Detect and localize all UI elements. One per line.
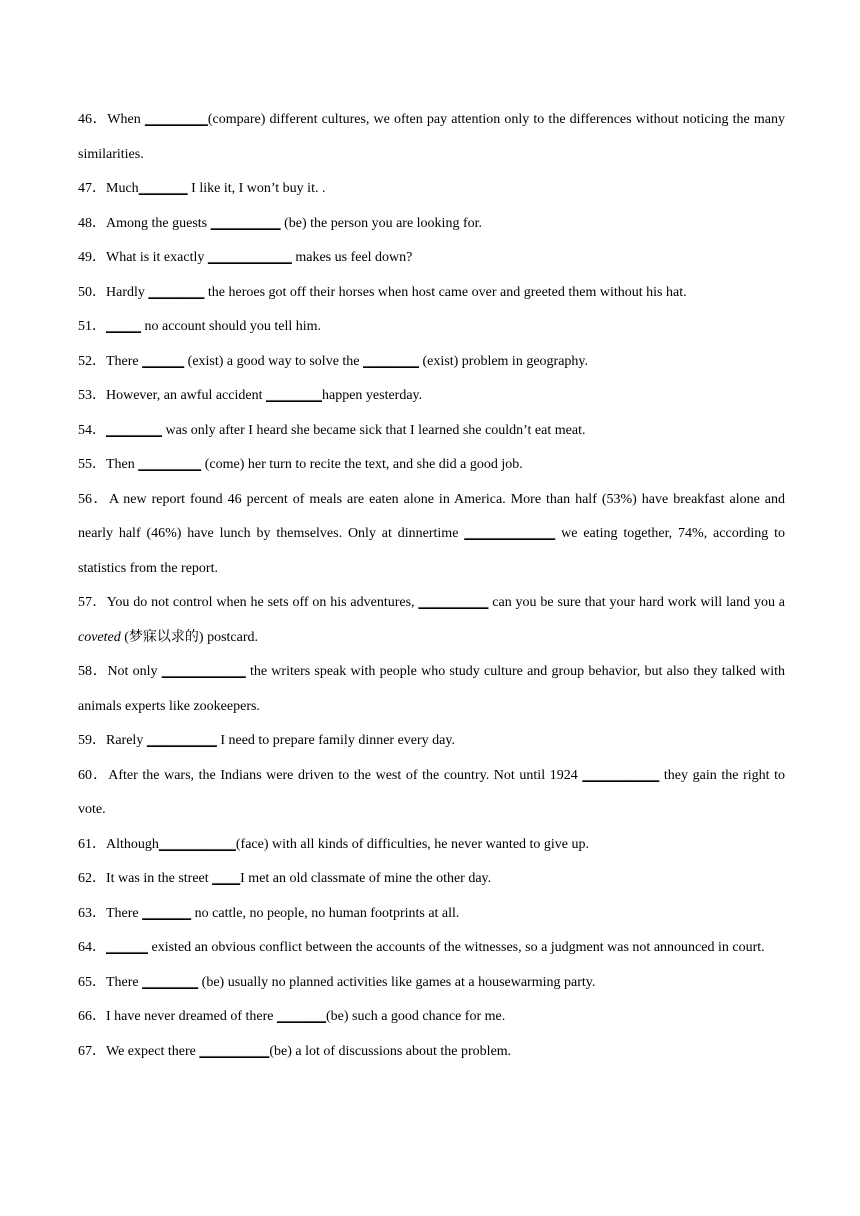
question-text: (exist) a good way to solve the xyxy=(184,353,364,369)
question-text: the writers speak with people who study culture and group behavior, but also they talked with animals experts like zookeepers. xyxy=(78,664,789,714)
question-item xyxy=(78,1035,785,1070)
question-item xyxy=(78,207,785,242)
question-item xyxy=(78,414,785,449)
number-separator: ． xyxy=(92,112,108,127)
answer-blank[interactable]: _______ xyxy=(142,905,192,921)
answer-blank[interactable]: ________ xyxy=(106,422,162,438)
question-number: 50 xyxy=(78,284,92,300)
question-item xyxy=(78,586,789,655)
question-item xyxy=(78,345,785,380)
question-text: I like it, I won’t buy it. . xyxy=(187,181,326,196)
answer-blank[interactable]: ________ xyxy=(265,388,322,403)
question-list xyxy=(78,103,789,1069)
answer-blank[interactable]: ________ xyxy=(148,284,205,300)
answer-blank[interactable]: ________ xyxy=(142,974,199,990)
answer-blank[interactable]: _____ xyxy=(106,319,141,334)
answer-blank[interactable]: __________ xyxy=(199,1043,270,1059)
question-text: was only after I heard she became sick that I learned she couldn’t eat meat. xyxy=(162,422,586,438)
question-number: 58 xyxy=(78,664,92,679)
number-separator: ． xyxy=(92,215,106,231)
question-item xyxy=(78,724,785,759)
question-number: 63 xyxy=(78,905,92,921)
question-item xyxy=(78,1000,785,1035)
question-text: (come) her turn to recite the text, and she did a good job. xyxy=(201,457,523,472)
question-number: 53 xyxy=(78,388,92,403)
question-item xyxy=(78,379,785,414)
question-number: 67 xyxy=(78,1043,92,1059)
answer-blank[interactable]: __________ xyxy=(418,595,489,610)
question-number: 55 xyxy=(78,457,92,472)
number-separator: ． xyxy=(92,767,109,783)
question-text: Rarely xyxy=(106,733,147,748)
answer-blank[interactable]: __________ xyxy=(210,215,281,231)
number-separator: ． xyxy=(92,319,106,334)
question-item xyxy=(78,483,789,587)
question-number: 62 xyxy=(78,871,92,886)
number-separator: ． xyxy=(92,388,106,403)
question-text: There xyxy=(106,353,143,369)
question-text: (exist) problem in geography. xyxy=(419,353,589,369)
question-number: 61 xyxy=(78,836,92,852)
question-number: 54 xyxy=(78,422,92,438)
question-number: 51 xyxy=(78,319,92,334)
question-text: There xyxy=(106,974,143,990)
question-text: the heroes got off their horses when host came over and greeted them without his hat. xyxy=(204,284,687,300)
question-number: 49 xyxy=(78,250,92,265)
question-number: 57 xyxy=(78,595,92,610)
question-text: You do not control when he sets off on his adventures, xyxy=(106,595,419,610)
question-text: Then xyxy=(106,457,139,472)
question-text: (compare) different cultures, we often pay attention only to the differences without noticing the many similarities. xyxy=(78,112,789,162)
number-separator: ． xyxy=(92,284,106,300)
question-number: 47 xyxy=(78,181,92,196)
question-item xyxy=(78,172,785,207)
question-text: Although xyxy=(106,836,159,852)
question-number: 46 xyxy=(78,112,92,127)
number-separator: ． xyxy=(92,457,106,472)
question-item xyxy=(78,828,785,863)
question-number: 60 xyxy=(78,767,92,783)
answer-blank[interactable]: _____________ xyxy=(464,526,556,541)
question-text: When xyxy=(107,112,145,127)
question-text: can you be sure that your hard work will land you a xyxy=(488,595,789,610)
question-text: (be) such a good chance for me. xyxy=(326,1009,506,1024)
question-text: We expect there xyxy=(106,1043,200,1059)
question-text: Much xyxy=(106,181,139,196)
answer-blank[interactable]: ______ xyxy=(142,353,185,369)
question-text: I need to prepare family dinner every day. xyxy=(216,733,455,748)
question-text: (梦寐以求的) postcard. xyxy=(120,629,259,645)
question-number: 52 xyxy=(78,353,92,369)
number-separator: ． xyxy=(92,181,106,196)
question-number: 59 xyxy=(78,733,92,748)
number-separator: ． xyxy=(92,974,106,990)
answer-blank[interactable]: _________ xyxy=(144,112,208,127)
question-text: they gain the right to vote. xyxy=(78,767,789,817)
answer-blank[interactable]: ___________ xyxy=(158,836,236,852)
answer-blank[interactable]: ____ xyxy=(212,871,241,886)
question-number: 66 xyxy=(78,1009,92,1024)
question-text: existed an obvious conflict between the accounts of the witnesses, so a judgment was not announced in court. xyxy=(148,940,765,955)
answer-blank[interactable]: ____________ xyxy=(161,664,246,679)
question-text: A new report found 46 percent of meals are eaten alone in America. More than half (53%) have breakfast alone and nearly half (46%) have lunch by themselves. Only at dinnertime xyxy=(78,491,789,541)
question-item xyxy=(78,759,789,828)
number-separator: ． xyxy=(92,595,107,610)
question-text: (be) usually no planned activities like games at a housewarming party. xyxy=(198,974,596,990)
number-separator: ． xyxy=(92,1009,106,1024)
answer-blank[interactable]: ______ xyxy=(106,940,148,955)
number-separator: ． xyxy=(92,353,106,369)
question-text: After the wars, the Indians were driven to the west of the country. Not until 1924 xyxy=(108,767,583,783)
question-text: no account should you tell him. xyxy=(141,319,322,334)
question-item xyxy=(78,966,785,1001)
answer-blank[interactable]: _________ xyxy=(138,457,202,472)
question-number: 56 xyxy=(78,491,92,507)
question-text: happen yesterday. xyxy=(321,388,423,403)
question-text: (be) a lot of discussions about the problem. xyxy=(269,1043,512,1059)
question-text: makes us feel down? xyxy=(291,250,413,265)
question-item xyxy=(78,897,785,932)
question-text: no cattle, no people, no human footprints at all. xyxy=(191,905,460,921)
answer-blank[interactable]: _______ xyxy=(138,181,188,196)
question-item xyxy=(78,862,785,897)
question-item xyxy=(78,655,789,724)
question-item xyxy=(78,103,789,172)
question-text: Among the guests xyxy=(106,215,211,231)
question-item xyxy=(78,310,785,345)
answer-blank[interactable]: ___________ xyxy=(582,767,660,783)
question-text: I met an old classmate of mine the other day. xyxy=(240,871,492,886)
question-text: (be) the person you are looking for. xyxy=(280,215,482,231)
number-separator: ． xyxy=(92,250,106,265)
question-text: (face) with all kinds of difficulties, he never wanted to give up. xyxy=(235,836,590,852)
question-text: we eating together, 74%, according to statistics from the report. xyxy=(78,526,789,576)
question-item xyxy=(78,241,785,276)
number-separator: ． xyxy=(92,733,106,748)
question-text: Hardly xyxy=(106,284,149,300)
question-item xyxy=(78,931,785,966)
number-separator: ． xyxy=(92,1043,106,1059)
question-text: What is it exactly xyxy=(106,250,208,265)
number-separator: ． xyxy=(92,905,106,921)
number-separator: ． xyxy=(92,422,106,438)
answer-blank[interactable]: ________ xyxy=(363,353,420,369)
question-number: 48 xyxy=(78,215,92,231)
answer-blank[interactable]: __________ xyxy=(146,733,217,748)
number-separator: ． xyxy=(92,491,109,507)
number-separator: ． xyxy=(92,940,106,955)
question-number: 65 xyxy=(78,974,92,990)
answer-blank[interactable]: ____________ xyxy=(207,250,292,265)
number-separator: ． xyxy=(92,664,108,679)
question-item xyxy=(78,276,785,311)
answer-blank[interactable]: _______ xyxy=(277,1009,327,1024)
italic-term: coveted xyxy=(78,629,121,645)
question-text: Not only xyxy=(107,664,162,679)
question-number: 64 xyxy=(78,940,92,955)
question-text: There xyxy=(106,905,143,921)
question-item xyxy=(78,448,785,483)
question-text: I have never dreamed of there xyxy=(106,1009,278,1024)
number-separator: ． xyxy=(92,836,106,852)
question-text: However, an awful accident xyxy=(106,388,266,403)
question-text: It was in the street xyxy=(106,871,213,886)
number-separator: ． xyxy=(92,871,106,886)
